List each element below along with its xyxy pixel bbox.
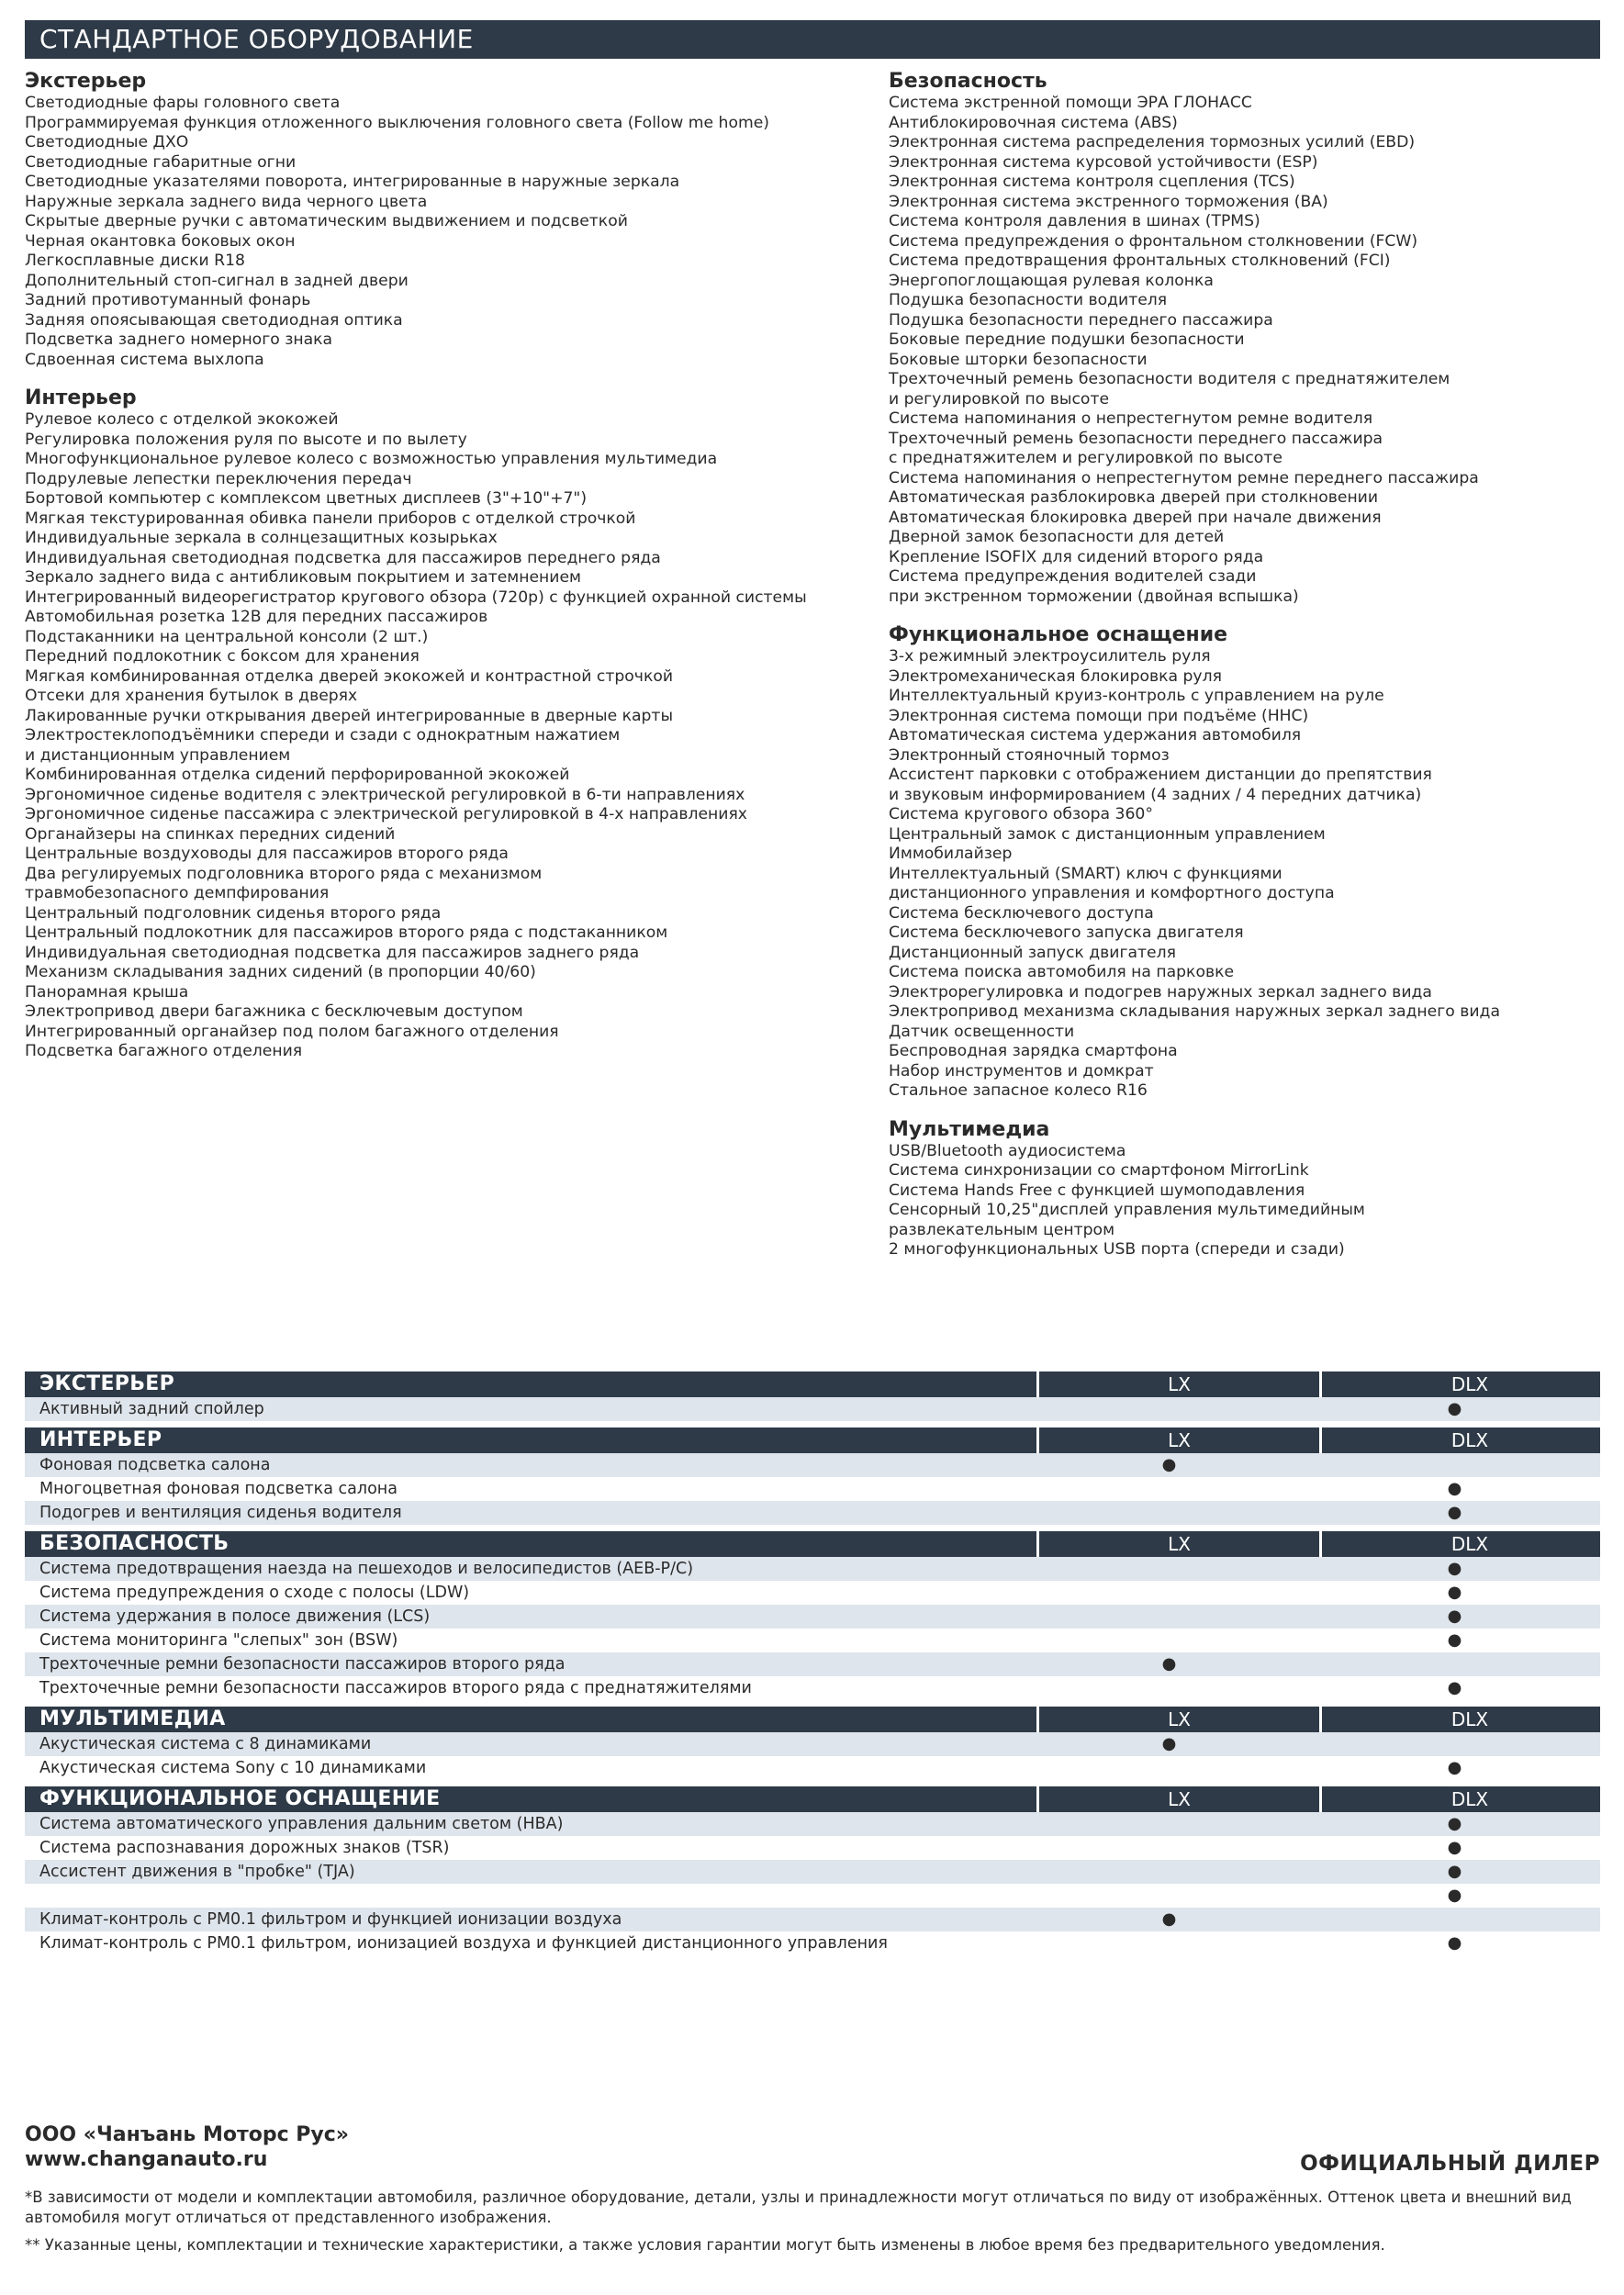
row-lx-mark	[1029, 1812, 1309, 1836]
list-item: Система напоминания о непрестегнутом ремне водителя	[889, 409, 1373, 428]
table-row	[25, 1812, 1600, 1836]
list-item: Эргономичное сиденье пассажира с электрической регулировкой в 4-х направлениях	[25, 805, 747, 823]
row-dlx-mark: ●	[1447, 1479, 1462, 1498]
row-lx-mark	[1029, 1605, 1309, 1629]
row-dlx-mark: ●	[1447, 1862, 1462, 1881]
interior-list	[25, 410, 856, 1062]
list-item: Боковые передние подушки безопасности	[889, 330, 1245, 349]
row-dlx-mark: ●	[1447, 1886, 1462, 1905]
row-lx-mark	[1029, 1501, 1309, 1525]
row-feature-name: Климат-контроль с PM0.1 фильтром, ионизацией воздуха и функцией дистанционного управления	[39, 1934, 888, 1953]
table-header	[25, 1531, 1600, 1557]
table-row	[25, 1931, 1600, 1955]
column-header-lx: LX	[1036, 1371, 1319, 1397]
list-item: USB/Bluetooth аудиосистема	[889, 1141, 1126, 1160]
row-lx-mark: ●	[1161, 1455, 1177, 1474]
row-feature-name: Трехточечные ремни безопасности пассажиров второго ряда с преднатяжителями	[39, 1679, 752, 1697]
company-name: ООО «Чанъань Моторс Рус»	[25, 2123, 349, 2146]
list-item: Система кругового обзора 360°	[889, 805, 1153, 823]
list-item: Лакированные ручки открывания дверей интегрированные в дверные карты	[25, 706, 674, 725]
list-item: и дистанционным управлением	[25, 745, 291, 765]
row-lx-mark: ●	[1161, 1909, 1177, 1929]
row-dlx-mark: ●	[1447, 1503, 1462, 1522]
list-item: Центральный подлокотник для пассажиров второго ряда с подстаканником	[25, 924, 668, 942]
list-item: Беспроводная зарядка смартфона	[889, 1042, 1178, 1060]
list-item: развлекательным центром	[889, 1220, 1115, 1239]
list-item: Электрорегулировка и подогрев наружных зеркал заднего вида	[889, 982, 1432, 1002]
row-lx-mark	[1029, 1477, 1309, 1501]
multimedia-list	[889, 1142, 1600, 1260]
table-heading: БЕЗОПАСНОСТЬ	[39, 1532, 230, 1555]
list-item: Электронная система экстренного торможения (BA)	[889, 192, 1328, 211]
table-row	[25, 1397, 1600, 1421]
list-item: Ассистент парковки с отображением дистанции до препятствия	[889, 766, 1432, 784]
row-dlx-mark: ●	[1447, 1399, 1462, 1418]
functional-list	[889, 647, 1600, 1102]
list-item: Система поиска автомобиля на парковке	[889, 963, 1235, 981]
table-row	[25, 1581, 1600, 1605]
row-lx-mark	[1029, 1860, 1309, 1884]
list-item: Электропривод двери багажника с бесключевым доступом	[25, 1002, 523, 1021]
table-row	[25, 1908, 1600, 1931]
table-row	[25, 1732, 1600, 1756]
row-dlx-mark: ●	[1447, 1758, 1462, 1777]
list-item: с преднатяжителем и регулировкой по высоте	[889, 449, 1282, 467]
table-row	[25, 1652, 1600, 1676]
column-header-dlx: DLX	[1319, 1371, 1618, 1397]
row-lx-mark	[1029, 1756, 1309, 1780]
table-row	[25, 1836, 1600, 1860]
row-feature-name: Многоцветная фоновая подсветка салона	[39, 1480, 398, 1498]
list-item: Мягкая текстурированная обивка панели приборов с отделкой строчкой	[25, 509, 636, 528]
row-feature-name: Система автоматического управления дальним светом (HBA)	[39, 1815, 564, 1833]
row-feature-name: Акустическая система с 8 динамиками	[39, 1735, 372, 1753]
list-item: Мягкая комбинированная отделка дверей экокожей и контрастной строчкой	[25, 666, 674, 686]
list-item: Легкосплавные диски R18	[25, 252, 245, 270]
official-dealer-label: ОФИЦИАЛЬНЫЙ ДИЛЕР	[1300, 2152, 1600, 2176]
right-column	[889, 70, 1600, 1260]
list-item: Система синхронизации со смартфоном MirrorLink	[889, 1161, 1309, 1180]
table-heading: ФУНКЦИОНАЛЬНОЕ ОСНАЩЕНИЕ	[39, 1787, 441, 1810]
row-feature-name: Подогрев и вентиляция сиденья водителя	[39, 1504, 402, 1522]
list-item: Автомобильная розетка 12В для передних пассажиров	[25, 608, 488, 626]
list-item: Эргономичное сиденье водителя с электрической регулировкой в 6-ти направлениях	[25, 785, 745, 804]
list-item: Светодиодные габаритные огни	[25, 152, 297, 172]
table-header	[25, 1427, 1600, 1453]
list-item: при экстренном торможении (двойная вспышка)	[889, 587, 1299, 606]
list-item: Бортовой компьютер с комплексом цветных дисплеев (3"+10"+7")	[25, 489, 588, 508]
list-item: Система бесключевого запуска двигателя	[889, 924, 1244, 942]
list-item: дистанционного управления и комфортного доступа	[889, 884, 1335, 902]
list-item: Черная окантовка боковых окон	[25, 231, 296, 251]
list-item: Система Hands Free с функцией шумоподавления	[889, 1181, 1305, 1200]
table-row	[25, 1756, 1600, 1780]
list-item: Электростеклоподъёмники спереди и сзади с однократным нажатием	[25, 726, 621, 744]
row-feature-name: Система мониторинга "слепых" зон (BSW)	[39, 1631, 398, 1650]
section-heading-multimedia: Мультимедиа	[889, 1117, 1050, 1141]
row-feature-name: Система предотвращения наезда на пешеходов и велосипедистов (AEB-P/C)	[39, 1560, 694, 1578]
list-item: Подушка безопасности переднего пассажира	[889, 310, 1273, 330]
section-heading-functional: Функциональное оснащение	[889, 623, 1228, 646]
list-item: Регулировка положения руля по высоте и по вылету	[25, 430, 467, 449]
row-lx-mark	[1029, 1629, 1309, 1652]
row-lx-mark	[1029, 1581, 1309, 1605]
list-item: Сенсорный 10,25"дисплей управления мультимедийным	[889, 1201, 1365, 1219]
column-header-dlx: DLX	[1319, 1707, 1618, 1732]
list-item: Наружные зеркала заднего вида черного цвета	[25, 192, 428, 211]
section-heading-exterior: Экстерьер	[25, 70, 147, 93]
list-item: Светодиодные фары головного света	[25, 94, 341, 112]
list-item: Энергопоглощающая рулевая колонка	[889, 271, 1214, 290]
list-item: Светодиодные ДХО	[25, 133, 189, 151]
list-item: 3-х режимный электроусилитель руля	[889, 647, 1211, 666]
row-dlx-mark: ●	[1447, 1678, 1462, 1697]
list-item: Подсветка заднего номерного знака	[25, 330, 333, 349]
list-item: Электронная система курсовой устойчивости (ESP)	[889, 152, 1318, 172]
list-item: Автоматическая блокировка дверей при начале движения	[889, 508, 1382, 527]
table-row	[25, 1557, 1600, 1581]
row-dlx-mark: ●	[1447, 1814, 1462, 1833]
list-item: Центральный подголовник сиденья второго ряда	[25, 903, 442, 923]
table-row	[25, 1676, 1600, 1700]
list-item: травмобезопасного демпфирования	[25, 884, 330, 902]
list-item: Передний подлокотник с боксом для хранения	[25, 647, 420, 666]
row-feature-name: Трехточечные ремни безопасности пассажиров второго ряда	[39, 1655, 566, 1674]
list-item: Органайзеры на спинках передних сидений	[25, 824, 396, 844]
list-item: Система экстренной помощи ЭРА ГЛОНАСС	[889, 94, 1252, 112]
list-item: Многофункциональное рулевое колесо с возможностью управления мультимедиа	[25, 450, 718, 468]
list-item: Антиблокировочная система (ABS)	[889, 113, 1178, 132]
row-lx-mark: ●	[1161, 1734, 1177, 1753]
options-tables	[25, 1371, 1600, 1955]
table-row	[25, 1453, 1600, 1477]
row-lx-mark	[1029, 1397, 1309, 1421]
row-dlx-mark: ●	[1447, 1559, 1462, 1578]
row-dlx-mark	[1309, 1652, 1600, 1676]
list-item: Интеллектуальный круиз-контроль с управлением на руле	[889, 687, 1384, 705]
list-item: Задняя опоясывающая светодиодная оптика	[25, 310, 403, 330]
row-feature-name: Система удержания в полосе движения (LCS)	[39, 1607, 431, 1626]
list-item: Стальное запасное колесо R16	[889, 1081, 1148, 1100]
row-lx-mark	[1029, 1836, 1309, 1860]
column-header-dlx: DLX	[1319, 1786, 1618, 1812]
list-item: Система контроля давления в шинах (TPMS)	[889, 212, 1260, 230]
row-lx-mark	[1029, 1884, 1309, 1908]
row-dlx-mark	[1309, 1732, 1600, 1756]
list-item: Подсветка багажного отделения	[25, 1042, 303, 1060]
list-item: Индивидуальная светодиодная подсветка для пассажиров переднего ряда	[25, 548, 661, 567]
list-item: Сдвоенная система выхлопа	[25, 350, 264, 369]
list-item: Дополнительный стоп-сигнал в задней двери	[25, 271, 409, 290]
row-feature-name: Акустическая система Sony с 10 динамиками	[39, 1759, 427, 1777]
row-lx-mark	[1029, 1931, 1309, 1955]
list-item: Программируемая функция отложенного выключения головного света (Follow me home)	[25, 113, 769, 132]
left-column	[25, 70, 856, 1062]
row-feature-name: Фоновая подсветка салона	[39, 1456, 271, 1474]
list-item: и звуковым информированием (4 задних / 4 передних датчика)	[889, 785, 1422, 804]
column-header-dlx: DLX	[1319, 1531, 1618, 1557]
row-feature-name: Система предупреждения о сходе с полосы (LDW)	[39, 1584, 470, 1602]
footer	[25, 2122, 1600, 2256]
row-feature-name	[25, 1884, 1029, 1908]
column-header-dlx: DLX	[1319, 1427, 1618, 1453]
table-header	[25, 1371, 1600, 1397]
list-item: Система предупреждения водителей сзади	[889, 567, 1257, 586]
table-heading: ЭКСТЕРЬЕР	[39, 1372, 175, 1395]
list-item: Иммобилайзер	[889, 845, 1013, 863]
table-row	[25, 1605, 1600, 1629]
table-row	[25, 1884, 1600, 1908]
list-item: Система предотвращения фронтальных столкновений (FCI)	[889, 252, 1391, 270]
list-item: Подушка безопасности водителя	[889, 291, 1168, 309]
list-item: Электронная система распределения тормозных усилий (EBD)	[889, 133, 1416, 151]
list-item: Центральный замок с дистанционным управлением	[889, 824, 1326, 844]
list-item: Светодиодные указателями поворота, интегрированные в наружные зеркала	[25, 173, 680, 191]
row-dlx-mark	[1309, 1453, 1600, 1477]
row-feature-name: Ассистент движения в "пробке" (TJA)	[39, 1863, 355, 1881]
table-heading: МУЛЬТИМЕДИА	[39, 1707, 226, 1730]
row-dlx-mark: ●	[1447, 1630, 1462, 1650]
row-dlx-mark: ●	[1447, 1933, 1462, 1953]
column-header-lx: LX	[1036, 1786, 1319, 1812]
table-row	[25, 1860, 1600, 1884]
list-item: Электромеханическая блокировка руля	[889, 666, 1222, 686]
list-item: Скрытые дверные ручки с автоматическим выдвижением и подсветкой	[25, 212, 628, 230]
list-item: Отсеки для хранения бутылок в дверях	[25, 687, 358, 705]
row-dlx-mark: ●	[1447, 1606, 1462, 1626]
table-header	[25, 1707, 1600, 1732]
list-item: Дистанционный запуск двигателя	[889, 943, 1176, 962]
list-item: Рулевое колесо с отделкой экокожей	[25, 410, 339, 429]
list-item: Центральные воздуховоды для пассажиров второго ряда	[25, 845, 509, 863]
list-item: и регулировкой по высоте	[889, 389, 1110, 409]
row-lx-mark	[1029, 1557, 1309, 1581]
list-item: Набор инструментов и домкрат	[889, 1061, 1154, 1080]
list-item: 2 многофункциональных USB порта (спереди и сзади)	[889, 1240, 1345, 1259]
list-item: Панорамная крыша	[25, 982, 189, 1002]
column-header-lx: LX	[1036, 1427, 1319, 1453]
row-lx-mark	[1029, 1676, 1309, 1700]
footnote-1: *В зависимости от модели и комплектации автомобиля, различное оборудование, детали, узлы и принадлежности могут отличаться по виду от изображённых. Оттенок цвета и внешний вид автомобиля могут отличаться от представленного изображения.	[25, 2189, 1572, 2226]
row-feature-name: Система распознавания дорожных знаков (TSR)	[39, 1839, 450, 1857]
list-item: Зеркало заднего вида с антибликовым покрытием и затемнением	[25, 568, 582, 587]
table-row	[25, 1629, 1600, 1652]
list-item: Подрулевые лепестки переключения передач	[25, 469, 412, 488]
safety-list	[889, 94, 1600, 607]
exterior-list	[25, 94, 856, 370]
row-dlx-mark	[1309, 1908, 1600, 1931]
footnote-2: ** Указанные цены, комплектации и технические характеристики, а также условия гарантии могут быть изменены в любое время без предварительного уведомления.	[25, 2236, 1385, 2254]
list-item: Комбинированная отделка сидений перфорированной экокожей	[25, 766, 570, 784]
website-link[interactable]: www.changanauto.ru	[25, 2148, 268, 2171]
list-item: Дверной замок безопасности для детей	[889, 528, 1225, 546]
list-item: Интегрированный видеорегистратор кругового обзора (720p) с функцией охранной системы	[25, 588, 807, 607]
list-item: Электронная система помощи при подъёме (HHC)	[889, 706, 1309, 725]
table-heading: ИНТЕРЬЕР	[39, 1428, 162, 1451]
table-header	[25, 1786, 1600, 1812]
list-item: Электронная система контроля сцепления (TCS)	[889, 173, 1295, 191]
section-heading-interior: Интерьер	[25, 386, 137, 409]
list-item: Два регулируемых подголовника второго ряда с механизмом	[25, 864, 543, 883]
column-header-lx: LX	[1036, 1531, 1319, 1557]
list-item: Автоматическая система удержания автомобиля	[889, 726, 1302, 744]
list-item: Электропривод механизма складывания наружных зеркал заднего вида	[889, 1002, 1500, 1021]
list-item: Боковые шторки безопасности	[889, 350, 1148, 369]
list-item: Электронный стояночный тормоз	[889, 745, 1170, 765]
list-item: Индивидуальная светодиодная подсветка для пассажиров заднего ряда	[25, 943, 640, 962]
list-item: Автоматическая разблокировка дверей при столкновении	[889, 488, 1379, 507]
row-dlx-mark: ●	[1447, 1838, 1462, 1857]
list-item: Задний противотуманный фонарь	[25, 291, 311, 309]
table-row	[25, 1501, 1600, 1525]
row-lx-mark: ●	[1161, 1654, 1177, 1674]
row-feature-name: Климат-контроль с PM0.1 фильтром и функцией ионизации воздуха	[39, 1910, 622, 1929]
list-item: Система бесключевого доступа	[889, 903, 1154, 923]
row-dlx-mark: ●	[1447, 1583, 1462, 1602]
list-item: Интеллектуальный (SMART) ключ с функциями	[889, 864, 1282, 883]
column-header-lx: LX	[1036, 1707, 1319, 1732]
page-title: СТАНДАРТНОЕ ОБОРУДОВАНИЕ	[25, 20, 1600, 59]
list-item: Интегрированный органайзер под полом багажного отделения	[25, 1022, 559, 1041]
list-item: Система предупреждения о фронтальном столкновении (FCW)	[889, 231, 1418, 251]
list-item: Система напоминания о непрестегнутом ремне переднего пассажира	[889, 468, 1479, 487]
list-item: Подстаканники на центральной консоли (2 шт.)	[25, 627, 429, 646]
list-item: Датчик освещенности	[889, 1022, 1075, 1041]
list-item: Индивидуальные зеркала в солнцезащитных козырьках	[25, 529, 498, 547]
list-item: Механизм складывания задних сидений (в пропорции 40/60)	[25, 963, 536, 981]
section-heading-safety: Безопасность	[889, 70, 1047, 93]
list-item: Крепление ISOFIX для сидений второго ряда	[889, 547, 1264, 566]
row-feature-name: Активный задний спойлер	[39, 1400, 264, 1418]
table-row	[25, 1477, 1600, 1501]
list-item: Трехточечный ремень безопасности переднего пассажира	[889, 429, 1383, 448]
list-item: Трехточечный ремень безопасности водителя с преднатяжителем	[889, 370, 1450, 388]
